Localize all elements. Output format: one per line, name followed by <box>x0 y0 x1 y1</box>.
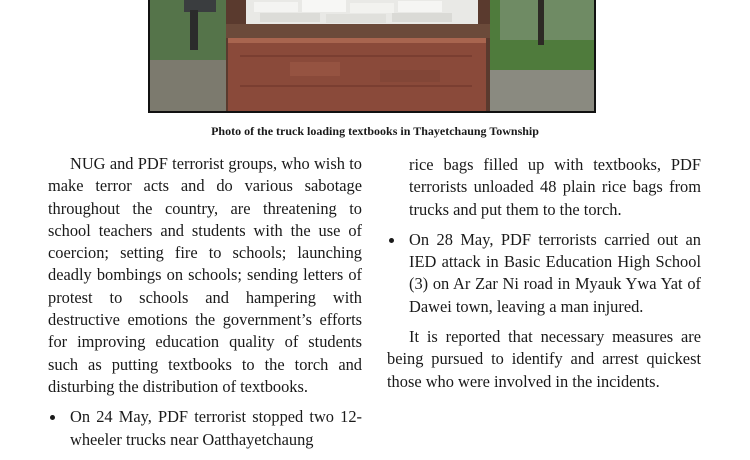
bullet-item-1-continued: rice bags filled up with textbooks, PDF terrorists unloaded 48 plain rice bags from trucks and put them to the torch. <box>409 155 701 219</box>
closing-paragraph: It is reported that necessary measures are being pursued to identify and arrest quickest those who were involved in the incidents. <box>387 327 701 391</box>
intro-paragraph: NUG and PDF terrorist groups, who wish to make terror acts and do various sabotage throughout the country, are threatening to school teachers and students with the use of coercion; setting fire to schools; launching deadly bombings on schools; sending letters of protest to schools and hampering with destructive emotions the government’s efforts for improving education quality of students such as putting textbooks to the torch and disturbing the distribution of textbooks. <box>48 154 362 396</box>
bullet-item-2: On 28 May, PDF terrorists carried out an IED attack in Basic Education High School (3) on Ar Zar Ni road in Myauk Ywa Yat of Dawei town, leaving a man injured. <box>387 229 701 318</box>
photo-caption: Photo of the truck loading textbooks in Thayetchaung Township <box>211 124 539 138</box>
bullet-item-1: On 24 May, PDF terrorist stopped two 12-wheeler trucks near Oatthayetchaung <box>48 406 362 451</box>
article-left-column <box>48 153 362 451</box>
truck-photo-image <box>150 0 594 113</box>
truck-photo <box>148 0 596 113</box>
article-right-column <box>387 154 701 393</box>
